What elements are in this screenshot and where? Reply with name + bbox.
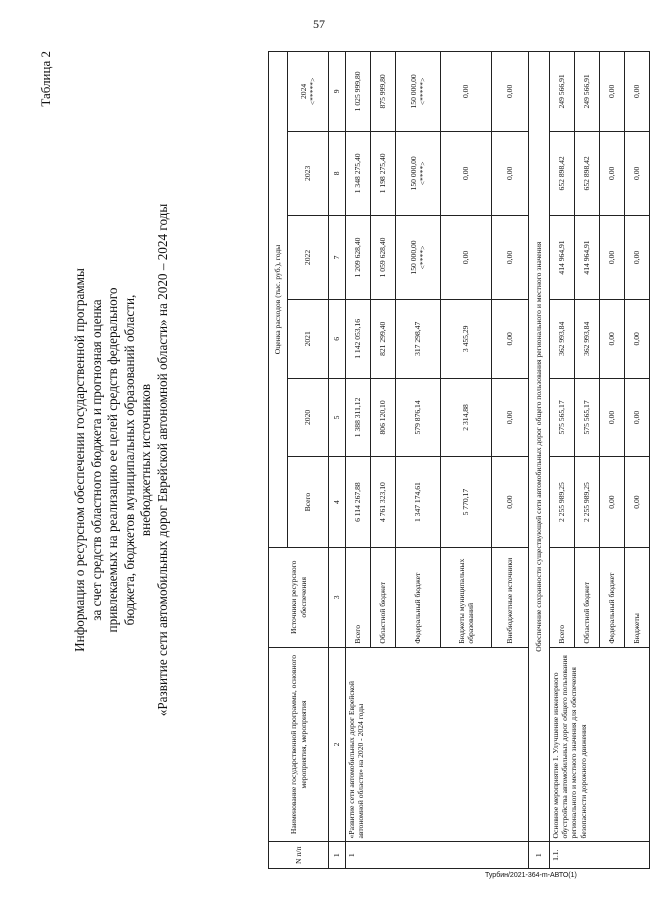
value-cell: 0,00 bbox=[492, 215, 529, 299]
value-cell: 1 198 275,40 bbox=[371, 131, 396, 215]
title-line: привлекаемых на реализацию ее целей средств федерального bbox=[105, 287, 120, 633]
value-cell: 317 298,47 bbox=[396, 300, 441, 379]
column-number: 6 bbox=[329, 300, 346, 379]
program-name: «Развитие сети автомобильных дорог Еврейской автономной области» на 2020 - 2024 годы bbox=[346, 647, 529, 842]
program-num: 1 bbox=[346, 842, 529, 869]
value-cell: 0,00 bbox=[600, 378, 625, 457]
resource-table bbox=[268, 51, 650, 869]
value-cell: 414 964,91 bbox=[550, 215, 575, 299]
header-source: Источники ресурсного обеспечения bbox=[269, 547, 329, 647]
value-note: <****> bbox=[418, 245, 427, 270]
value-text: 150 000,00 bbox=[408, 240, 418, 275]
value-note: <*****> bbox=[418, 77, 427, 106]
value-cell bbox=[396, 215, 441, 299]
value-cell: 1 347 174,61 bbox=[396, 457, 441, 548]
header-year: 2023 bbox=[288, 131, 329, 215]
section-num: 1 bbox=[529, 842, 550, 869]
value-cell: 0,00 bbox=[600, 300, 625, 379]
value-cell: 1 209 628,40 bbox=[346, 215, 371, 299]
title-line: внебюджетных источников bbox=[138, 383, 153, 537]
value-cell: 575 565,17 bbox=[575, 378, 600, 457]
value-cell: 1 388 311,12 bbox=[346, 378, 371, 457]
header-year: 2021 bbox=[288, 300, 329, 379]
value-cell: 249 566,91 bbox=[550, 52, 575, 132]
value-cell: 3 455,29 bbox=[441, 300, 492, 379]
header-year: 2022 bbox=[288, 215, 329, 299]
column-number: 7 bbox=[329, 215, 346, 299]
value-cell: 2 314,88 bbox=[441, 378, 492, 457]
value-cell: 1 025 999,80 bbox=[346, 52, 371, 132]
rotated-page-content bbox=[36, 45, 642, 875]
value-cell bbox=[396, 52, 441, 132]
value-cell: 0,00 bbox=[625, 131, 650, 215]
value-cell: 0,00 bbox=[492, 378, 529, 457]
value-cell: 821 299,40 bbox=[371, 300, 396, 379]
value-cell: 575 565,17 bbox=[550, 378, 575, 457]
source-cell: Внебюджетные источники bbox=[492, 547, 529, 647]
source-cell: Областной бюджет bbox=[371, 547, 396, 647]
column-number: 9 bbox=[329, 52, 346, 132]
header-num: N п/п bbox=[269, 842, 329, 869]
value-cell: 0,00 bbox=[492, 131, 529, 215]
section-title: Обеспечение сохранности существующей сети автомобильных дорог общего пользования регионального и местного значения bbox=[529, 52, 550, 842]
value-cell: 4 761 323,10 bbox=[371, 457, 396, 548]
value-cell: 0,00 bbox=[625, 52, 650, 132]
header-name: Наименование государственной программы, основного мероприятия, мероприятия bbox=[269, 647, 329, 842]
value-cell: 0,00 bbox=[600, 457, 625, 548]
value-text: 150 000,00 bbox=[408, 74, 418, 109]
value-cell: 5 770,17 bbox=[441, 457, 492, 548]
value-cell: 875 999,80 bbox=[371, 52, 396, 132]
value-cell: 0,00 bbox=[600, 215, 625, 299]
column-number-row bbox=[329, 52, 346, 869]
activity-num: 1.1. bbox=[550, 842, 650, 869]
value-cell bbox=[396, 131, 441, 215]
value-cell: 0,00 bbox=[492, 457, 529, 548]
value-cell: 6 114 267,88 bbox=[346, 457, 371, 548]
header-year: 2020 bbox=[288, 378, 329, 457]
column-number: 5 bbox=[329, 378, 346, 457]
table-row bbox=[346, 52, 371, 869]
value-cell: 806 120,10 bbox=[371, 378, 396, 457]
header-year bbox=[288, 52, 329, 132]
footer-reference: Турбин/2021-364-m-АВТО(1) bbox=[485, 872, 577, 879]
source-cell: Федеральный бюджет bbox=[396, 547, 441, 647]
value-cell: 1 059 628,40 bbox=[371, 215, 396, 299]
value-cell: 362 993,84 bbox=[550, 300, 575, 379]
value-cell: 0,00 bbox=[600, 52, 625, 132]
column-number: 4 bbox=[329, 457, 346, 548]
value-cell: 0,00 bbox=[441, 52, 492, 132]
value-cell: 249 566,91 bbox=[575, 52, 600, 132]
value-cell: 0,00 bbox=[625, 378, 650, 457]
activity-name: Основное мероприятие 1. Улучшение инженерного обустройства автомобильных дорог общего пользования регионального и местного значения для обеспечения безопасности дорожного движения bbox=[550, 647, 650, 842]
value-cell: 0,00 bbox=[441, 215, 492, 299]
title-line: за счет средств областного бюджета и прогнозная оценка bbox=[88, 299, 104, 621]
title-line: бюджета, бюджетов муниципальных образований области, bbox=[121, 294, 137, 626]
column-number: 2 bbox=[329, 647, 346, 842]
value-cell: 0,00 bbox=[625, 457, 650, 548]
title-line: «Развитие сети автомобильных дорог Еврейской автономной области» на 2020 – 2024 годы bbox=[154, 203, 170, 717]
value-cell: 0,00 bbox=[625, 215, 650, 299]
value-cell: 2 255 989,25 bbox=[550, 457, 575, 548]
value-cell: 414 964,91 bbox=[575, 215, 600, 299]
source-cell: Всего bbox=[550, 547, 575, 647]
source-cell: Бюджеты bbox=[625, 547, 650, 647]
section-row bbox=[529, 52, 550, 869]
value-cell: 1 348 275,40 bbox=[346, 131, 371, 215]
column-number: 8 bbox=[329, 131, 346, 215]
value-cell: 579 876,14 bbox=[396, 378, 441, 457]
column-number: 3 bbox=[329, 547, 346, 647]
source-cell: Федеральный бюджет bbox=[600, 547, 625, 647]
table-header-row bbox=[269, 52, 288, 869]
source-cell: Всего bbox=[346, 547, 371, 647]
header-year-note: <*****> bbox=[308, 77, 317, 106]
table-row bbox=[550, 52, 575, 869]
value-cell: 652 898,42 bbox=[550, 131, 575, 215]
header-year-value: 2024 bbox=[298, 83, 308, 99]
source-cell: Областной бюджет bbox=[575, 547, 600, 647]
page-number: 57 bbox=[313, 17, 325, 31]
document-title bbox=[72, 45, 171, 875]
title-line: Информация о ресурсном обеспечении государственной программы bbox=[72, 268, 87, 652]
value-note: <****> bbox=[418, 161, 427, 186]
value-cell: 0,00 bbox=[441, 131, 492, 215]
source-cell: Бюджеты муниципальных образований bbox=[441, 547, 492, 647]
value-cell: 0,00 bbox=[492, 300, 529, 379]
column-number: 1 bbox=[329, 842, 346, 869]
value-cell: 0,00 bbox=[600, 131, 625, 215]
value-text: 150 000,00 bbox=[408, 156, 418, 191]
table-label: Таблица 2 bbox=[38, 51, 53, 107]
value-cell: 0,00 bbox=[492, 52, 529, 132]
value-cell: 1 142 053,16 bbox=[346, 300, 371, 379]
value-cell: 2 255 989,25 bbox=[575, 457, 600, 548]
header-estimate: Оценка расходов (тыс. руб.), годы bbox=[269, 52, 288, 548]
value-cell: 0,00 bbox=[625, 300, 650, 379]
value-cell: 652 898,42 bbox=[575, 131, 600, 215]
value-cell: 362 993,84 bbox=[575, 300, 600, 379]
header-total: Всего bbox=[288, 457, 329, 548]
